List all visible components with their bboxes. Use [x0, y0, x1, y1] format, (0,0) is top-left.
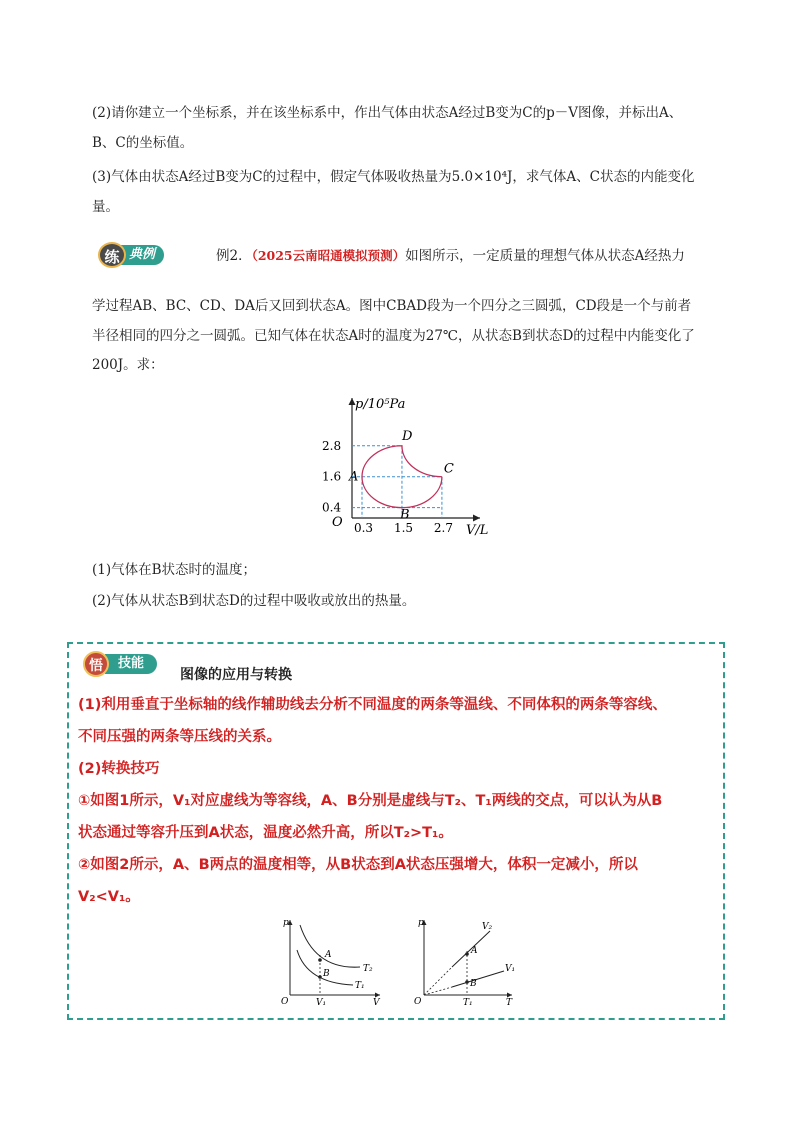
fig1-label-t1: T₁ — [355, 981, 365, 991]
fig2-line-v2-dashed — [424, 967, 452, 995]
example-badge-icon: 练 — [98, 242, 126, 268]
skill-badge-label: 技能 — [105, 654, 157, 674]
fig1-tick-v1: V₁ — [316, 998, 327, 1007]
skill-p4-line-1: ②如图2所示，A、B两点的温度相等，从B状态到A状态压强增大，体积一定减小，所以 — [78, 857, 638, 873]
point-label-a: A — [348, 469, 359, 485]
question-2-line-1: (2)请你建立一个坐标系，并在该坐标系中，作出气体由状态A经过B变为C的p－V图像，并标出A、 — [92, 105, 683, 121]
pv-chart — [320, 388, 500, 538]
point-label-c: C — [443, 461, 454, 477]
y-tick-label: 1.6 — [322, 469, 342, 484]
question-3-line-2: 量。 — [92, 199, 119, 215]
fig2-ylabel: p — [418, 918, 424, 928]
skill-p1-line-2: 不同压强的两条等压线的关系。 — [78, 729, 281, 745]
y-tick-label: 2.8 — [322, 438, 342, 453]
fig2-origin: O — [414, 997, 422, 1007]
skill-p3-line-1: ①如图1所示，V₁对应虚线为等容线，A、B分别是虚线与T₂、T₁两线的交点，可以认为从B — [78, 793, 663, 809]
fig2-point-b — [465, 980, 469, 984]
example-line-4: 200J。求： — [92, 357, 164, 373]
example-source: （2025云南昭通模拟预测） — [251, 248, 406, 263]
fig2-xlabel: T — [506, 998, 513, 1007]
fig2-label-b: B — [470, 979, 477, 989]
example-heading-text: 如图所示，一定质量的理想气体从状态A经热力 — [405, 248, 685, 264]
y-tick-label: 0.4 — [322, 500, 342, 515]
x-tick-label: 2.7 — [433, 521, 454, 535]
skill-p3-line-2: 状态通过等容升压到A状态，温度必然升高，所以T₂>T₁。 — [78, 825, 453, 841]
figure-1 — [275, 915, 390, 1007]
question-2-line-2: B、C的坐标值。 — [92, 135, 194, 151]
fig1-curve-t2 — [300, 925, 360, 967]
fig1-label-b: B — [323, 969, 330, 979]
example-line-3: 半径相同的四分之一圆弧。已知气体在状态A时的温度为27℃，从状态B到状态D的过程中内能变化了 — [92, 328, 695, 344]
fig1-label-t2: T₂ — [363, 964, 373, 974]
fig2-label-v2: V₂ — [482, 922, 493, 932]
skill-title: 图像的应用与转换 — [180, 667, 292, 683]
fig2-tick-t1: T₁ — [463, 998, 473, 1007]
skill-p1-line-1: (1)利用垂直于坐标轴的线作辅助线去分析不同温度的两条等温线、不同体积的两条等容线、 — [78, 697, 667, 713]
y-axis-label: p/10⁵Pa — [355, 397, 406, 412]
x-tick-label: 0.3 — [353, 521, 374, 535]
sub-question-2: (2)气体从状态B到状态D的过程中吸收或放出的热量。 — [92, 593, 416, 609]
fig1-label-a: A — [325, 950, 332, 960]
fig1-point-a — [318, 958, 322, 962]
point-label-d: D — [401, 428, 413, 444]
sub-question-1: (1)气体在B状态时的温度； — [92, 562, 257, 578]
skill-p4-line-2: V₂<V₁。 — [78, 889, 140, 905]
fig1-ylabel: p — [283, 918, 289, 928]
fig2-label-v1: V₁ — [505, 964, 516, 974]
figure-2 — [412, 915, 522, 1007]
point-label-b: B — [399, 507, 410, 523]
origin-label: O — [332, 515, 343, 530]
x-tick-label: 1.5 — [393, 521, 414, 535]
x-axis-label: V/L — [466, 523, 489, 538]
example-line-2: 学过程AB、BC、CD、DA后又回到状态A。图中CBAD段为一个四分之三圆弧，CD段是一个与前者 — [92, 298, 692, 314]
skill-badge-icon: 悟 — [83, 651, 109, 677]
fig2-line-v1 — [452, 971, 504, 987]
skill-p2: (2)转换技巧 — [78, 761, 160, 777]
example-number: 例2． — [216, 248, 252, 264]
fig2-label-a: A — [471, 946, 478, 956]
question-3-line-1: (3)气体由状态A经过B变为C的过程中，假定气体吸收热量为5.0×10⁴J，求气体A、C状态的内能变化 — [92, 169, 695, 185]
example-badge-label: 典例 — [120, 245, 164, 265]
example-heading — [216, 246, 685, 266]
fig1-xlabel: V — [373, 998, 380, 1007]
fig2-point-a — [465, 952, 469, 956]
fig1-point-b — [318, 975, 322, 979]
fig1-origin: O — [281, 997, 289, 1007]
